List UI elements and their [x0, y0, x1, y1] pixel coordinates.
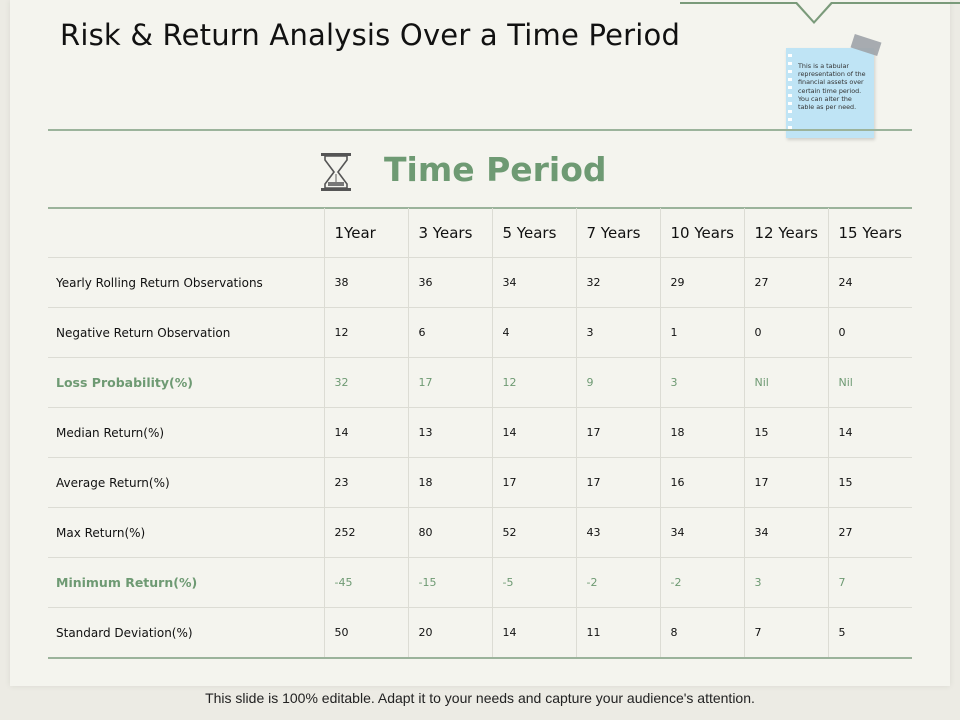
table-cell: -2 [660, 558, 744, 608]
table-row [48, 308, 912, 358]
table-cell: 16 [660, 458, 744, 508]
table-cell: 14 [828, 408, 912, 458]
header-cell: 3 Years [408, 208, 492, 258]
row-label: Loss Probability(%) [48, 358, 324, 408]
table-cell: 11 [576, 608, 660, 659]
table-row [48, 608, 912, 659]
table-cell: Nil [828, 358, 912, 408]
table-cell: 52 [492, 508, 576, 558]
top-rule [48, 129, 912, 131]
header-cell-empty [48, 208, 324, 258]
table-cell: 7 [828, 558, 912, 608]
header-cell: 15 Years [828, 208, 912, 258]
table-cell: 29 [660, 258, 744, 308]
table-row [48, 508, 912, 558]
table-cell: -5 [492, 558, 576, 608]
row-label: Minimum Return(%) [48, 558, 324, 608]
table-cell: 14 [324, 408, 408, 458]
table-cell: 6 [408, 308, 492, 358]
table-cell: 0 [744, 308, 828, 358]
table-cell: -15 [408, 558, 492, 608]
table-cell: 12 [492, 358, 576, 408]
header-cell: 12 Years [744, 208, 828, 258]
table-cell: 8 [660, 608, 744, 659]
table-cell: 17 [408, 358, 492, 408]
sticky-note: This is a tabular representation of the financial assets over certain time period. You can alter the table as per need. [786, 48, 874, 138]
header-cell: 5 Years [492, 208, 576, 258]
table-cell: 80 [408, 508, 492, 558]
table-cell: 18 [660, 408, 744, 458]
row-label: Yearly Rolling Return Observations [48, 258, 324, 308]
table-cell: 43 [576, 508, 660, 558]
table-cell: 17 [576, 408, 660, 458]
table-cell: 4 [492, 308, 576, 358]
table-row [48, 558, 912, 608]
row-label: Negative Return Observation [48, 308, 324, 358]
table-cell: 12 [324, 308, 408, 358]
table-cell: 50 [324, 608, 408, 659]
table-cell: Nil [744, 358, 828, 408]
table-cell: -2 [576, 558, 660, 608]
table-cell: 252 [324, 508, 408, 558]
table-cell: -45 [324, 558, 408, 608]
header-cell: 10 Years [660, 208, 744, 258]
table-cell: 14 [492, 408, 576, 458]
table-cell: 13 [408, 408, 492, 458]
row-label: Standard Deviation(%) [48, 608, 324, 659]
table-row [48, 458, 912, 508]
table-cell: 34 [660, 508, 744, 558]
table-cell: 15 [744, 408, 828, 458]
header-cell: 1Year [324, 208, 408, 258]
section-title: Time Period [384, 150, 607, 189]
table-row [48, 358, 912, 408]
table-cell: 23 [324, 458, 408, 508]
table-cell: 17 [744, 458, 828, 508]
slide-title: Risk & Return Analysis Over a Time Period [60, 18, 681, 52]
table-cell: 27 [744, 258, 828, 308]
table-cell: 15 [828, 458, 912, 508]
table-cell: 32 [576, 258, 660, 308]
table-cell: 17 [492, 458, 576, 508]
table-cell: 14 [492, 608, 576, 659]
footer-text: This slide is 100% editable. Adapt it to your needs and capture your audience's attention. [205, 690, 755, 706]
table-cell: 18 [408, 458, 492, 508]
table-cell: 24 [828, 258, 912, 308]
header-cell: 7 Years [576, 208, 660, 258]
row-label: Max Return(%) [48, 508, 324, 558]
table-cell: 3 [660, 358, 744, 408]
row-label: Average Return(%) [48, 458, 324, 508]
hourglass-icon [318, 152, 354, 192]
table-cell: 36 [408, 258, 492, 308]
table-cell: 34 [744, 508, 828, 558]
table-row [48, 258, 912, 308]
table-cell: 9 [576, 358, 660, 408]
table-cell: 0 [828, 308, 912, 358]
table-cell: 34 [492, 258, 576, 308]
top-decor-notch-inner [797, 2, 831, 21]
table-cell: 20 [408, 608, 492, 659]
table-cell: 32 [324, 358, 408, 408]
table-cell: 3 [744, 558, 828, 608]
row-label: Median Return(%) [48, 408, 324, 458]
header-row [48, 208, 912, 258]
table-cell: 27 [828, 508, 912, 558]
table-cell: 7 [744, 608, 828, 659]
table-cell: 17 [576, 458, 660, 508]
risk-return-table [48, 208, 912, 659]
table-cell: 3 [576, 308, 660, 358]
table-cell: 5 [828, 608, 912, 659]
table-cell: 38 [324, 258, 408, 308]
table-row [48, 408, 912, 458]
table-cell: 1 [660, 308, 744, 358]
